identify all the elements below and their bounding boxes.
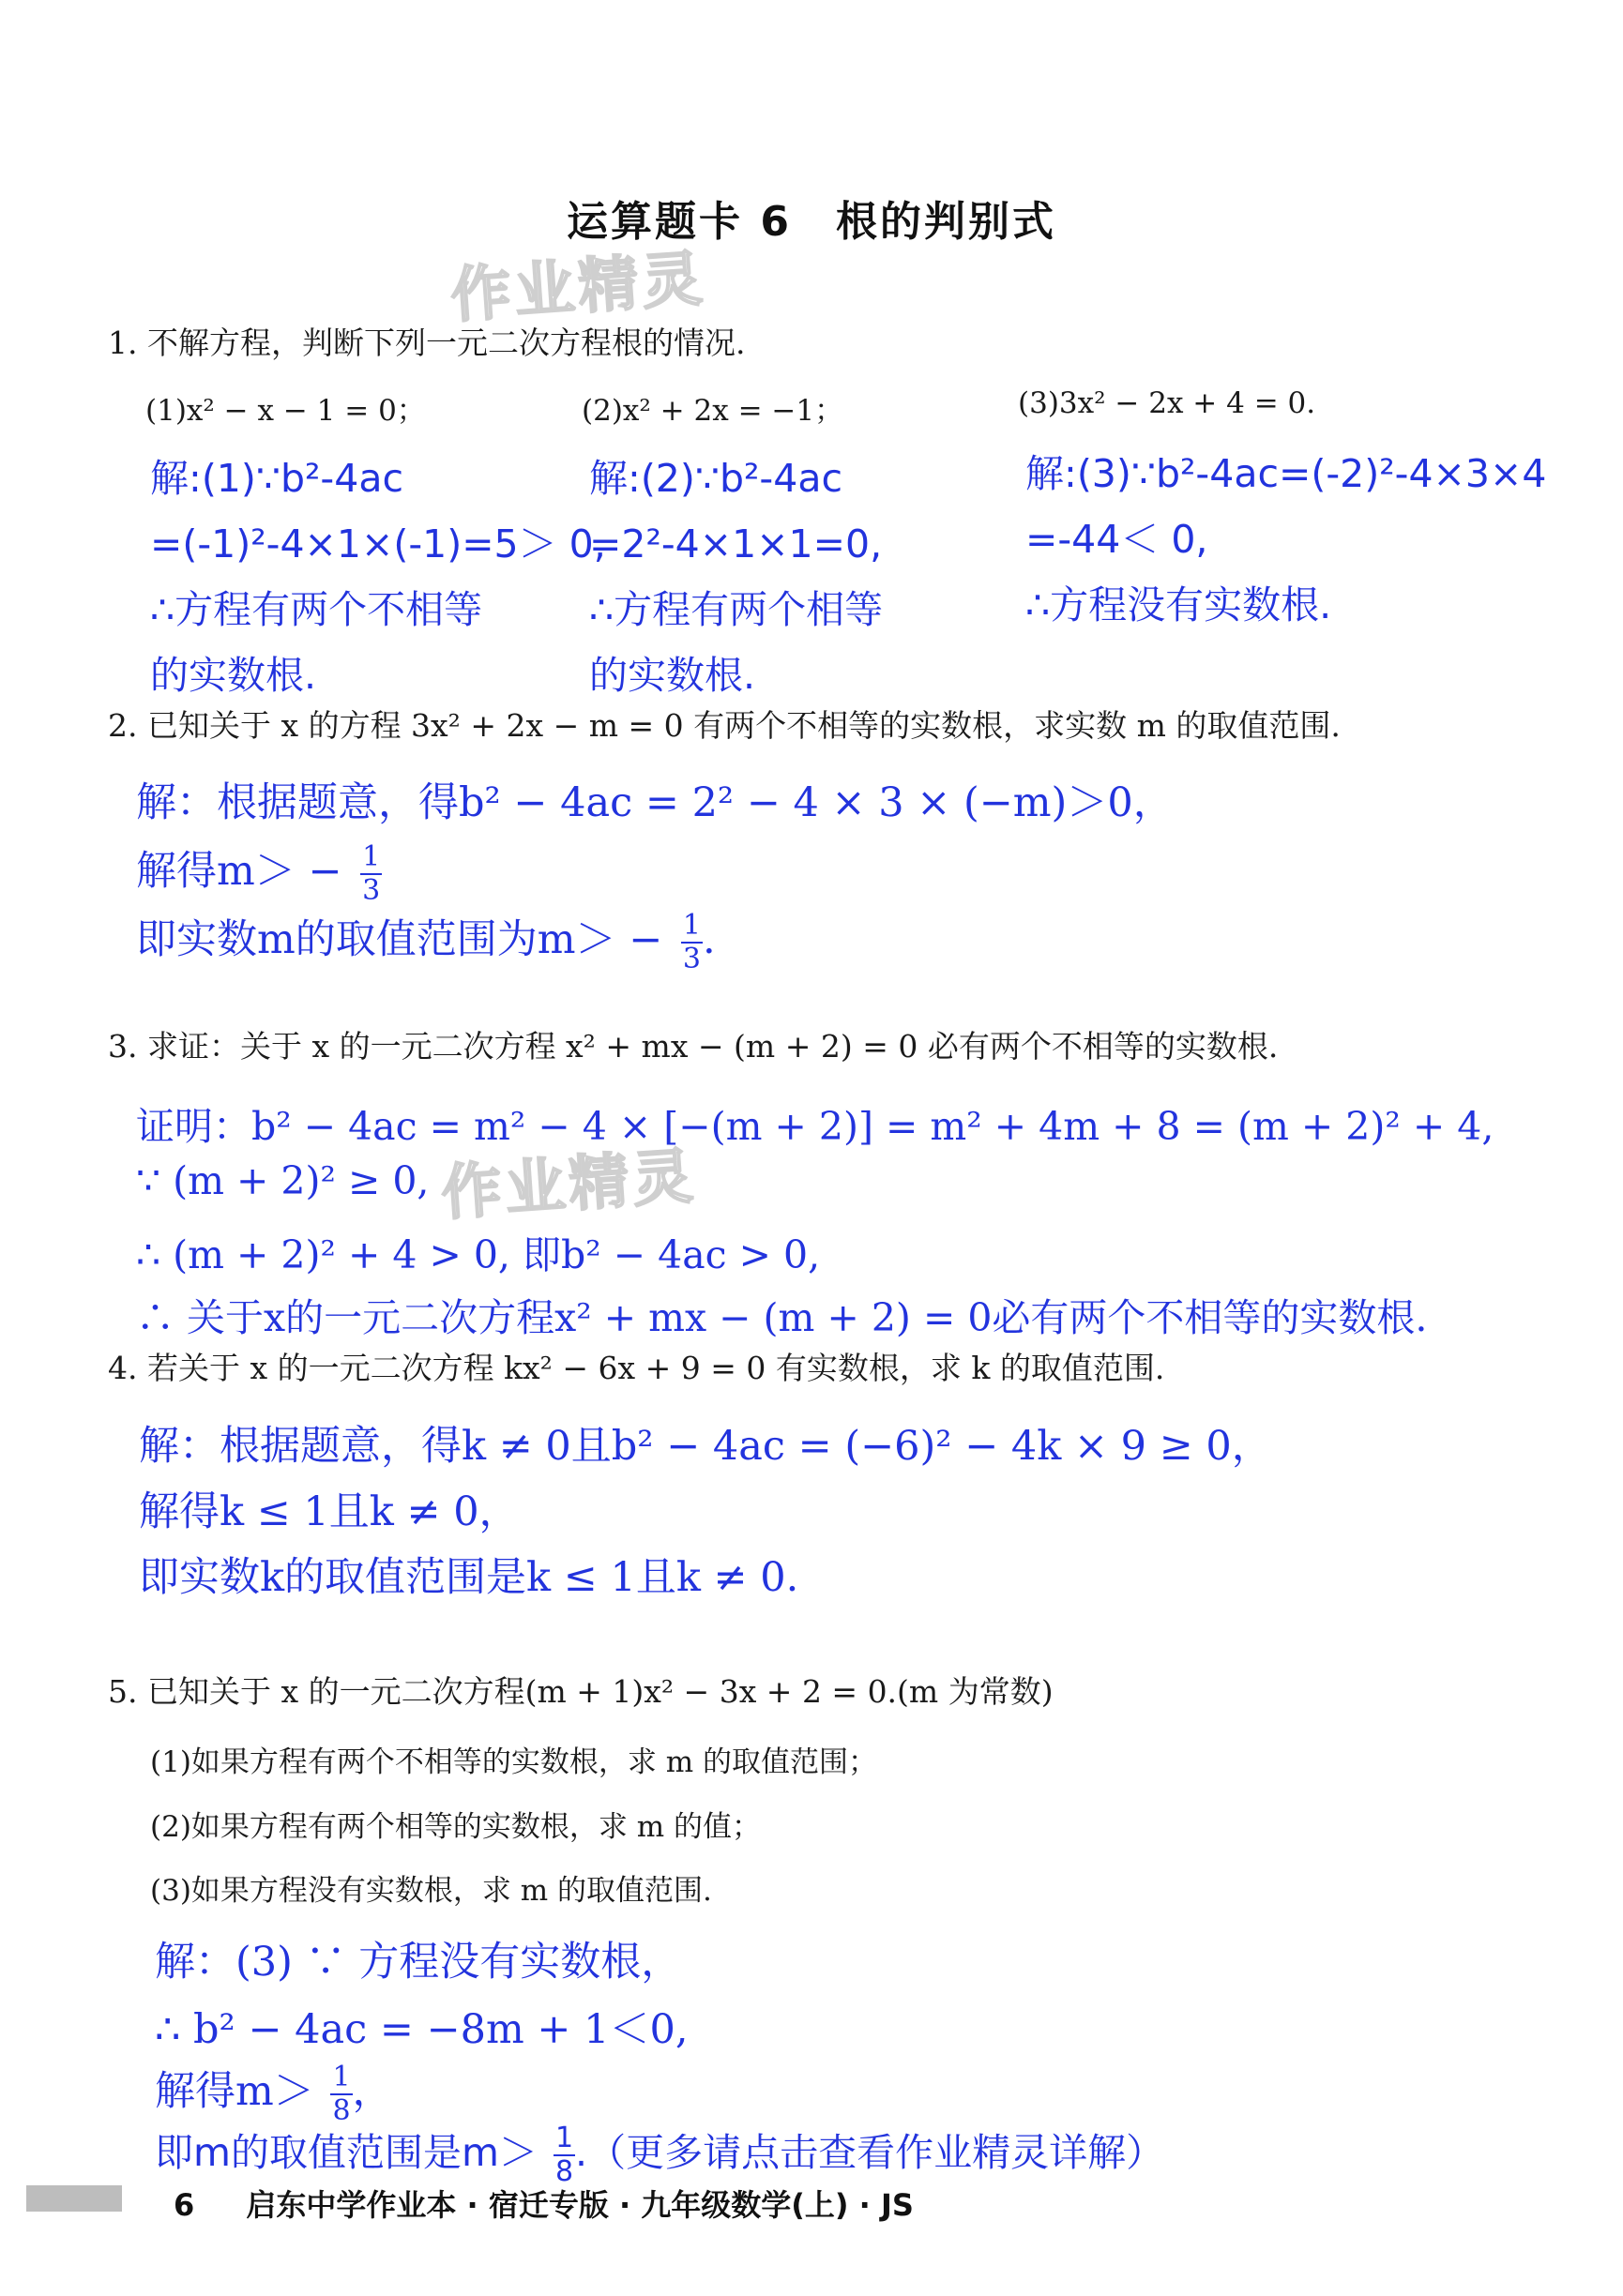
- question-3-stem: 3. 求证：关于 x 的一元二次方程 x² + mx − (m + 2) = 0 必有两个不相等的实数根.: [108, 1028, 1279, 1065]
- question-1-answer-1: [150, 446, 606, 708]
- question-2-answer-line-2: [136, 839, 382, 907]
- answer-line: 解:(2)∵b²-4ac: [589, 456, 842, 501]
- fraction-denominator: 3: [362, 874, 381, 907]
- question-3-answer-line-4: ∴ 关于x的一元二次方程x² + mx − (m + 2) = 0必有两个不相等的实数根.: [136, 1295, 1428, 1340]
- answer-line: 解:(3)∵b²-4ac=(-2)²-4×3×4: [1025, 451, 1547, 496]
- answer-line: =(-1)²-4×1×(-1)=5＞ 0,: [150, 521, 606, 566]
- answer-text: 即m的取值范围是m＞: [155, 2130, 538, 2175]
- fraction: [360, 841, 382, 907]
- page-number: 6: [174, 2187, 195, 2223]
- answer-line: ∴方程没有实数根.: [1025, 582, 1332, 627]
- question-5-answer-line-3: [155, 2060, 393, 2127]
- question-1-answer-3: [1025, 441, 1546, 638]
- question-5-sub-2: (2)如果方程有两个相等的实数根，求 m 的值；: [150, 1810, 762, 1844]
- footer-decoration-bar: [26, 2185, 122, 2212]
- question-2-answer-line-3: [136, 908, 716, 975]
- question-1-answer-2: [589, 446, 883, 708]
- answer-line: ∴方程有两个不相等: [150, 587, 483, 632]
- question-1-stem: 1. 不解方程，判断下列一元二次方程根的情况.: [108, 325, 746, 361]
- question-5-sub-3: (3)如果方程没有实数根，求 m 的取值范围.: [150, 1874, 712, 1908]
- watermark-top: 作业精灵: [448, 244, 708, 332]
- fraction-numerator: 1: [362, 840, 381, 873]
- question-5-stem: 5. 已知关于 x 的一元二次方程(m + 1)x² − 3x + 2 = 0.(m 为常数): [108, 1673, 1054, 1710]
- fraction: [330, 2062, 352, 2127]
- fraction-numerator: 1: [332, 2061, 351, 2093]
- question-2-stem: 2. 已知关于 x 的方程 3x² + 2x − m = 0 有两个不相等的实数根，求实数 m 的取值范围.: [108, 707, 1341, 744]
- fraction: [681, 910, 703, 975]
- answer-text: ，: [352, 2068, 393, 2115]
- watermark-middle: 作业精灵: [439, 1141, 699, 1230]
- question-5-answer-line-4: [155, 2122, 1164, 2188]
- answer-line: 的实数根.: [150, 653, 317, 698]
- page-footer: [174, 2182, 914, 2225]
- question-4-stem: 4. 若关于 x 的一元二次方程 kx² − 6x + 9 = 0 有实数根，求 k 的取值范围.: [108, 1350, 1165, 1386]
- question-4-answer-line-1: 解：根据题意，得k ≠ 0且b² − 4ac = (−6)² − 4k × 9 ≥ 0，: [139, 1423, 1272, 1470]
- answer-text: 解得m＞ −: [136, 848, 342, 895]
- question-4-answer-line-2: 解得k ≤ 1且k ≠ 0，: [139, 1488, 520, 1535]
- answer-text: .（更多请点击查看作业精灵详解）: [575, 2130, 1165, 2175]
- answer-text: 解得m＞: [155, 2068, 314, 2115]
- answer-line: =-44＜ 0,: [1025, 517, 1208, 562]
- question-3-answer-line-2: ∵ (m + 2)² ≥ 0,: [136, 1158, 430, 1203]
- question-1-part-1: (1)x² − x − 1 = 0；: [145, 394, 426, 428]
- question-5-sub-1: (1)如果方程有两个不相等的实数根，求 m 的取值范围；: [150, 1745, 878, 1779]
- answer-line: ∴方程有两个相等: [589, 587, 884, 632]
- answer-line: =2²-4×1×1=0,: [589, 521, 883, 566]
- question-3-answer-line-3: ∴ (m + 2)² + 4 > 0, 即b² − 4ac > 0,: [136, 1232, 821, 1277]
- answer-text: .: [703, 916, 716, 963]
- answer-line: 的实数根.: [589, 653, 756, 698]
- answer-text: 即实数m的取值范围为m＞ −: [136, 916, 663, 963]
- book-title: 启东中学作业本 · 宿迁专版 · 九年级数学(上) · JS: [246, 2187, 914, 2223]
- answer-line: 解:(1)∵b²-4ac: [150, 456, 403, 501]
- fraction-denominator: 3: [682, 943, 702, 975]
- fraction-numerator: 1: [554, 2122, 574, 2154]
- fraction-denominator: 8: [554, 2155, 574, 2188]
- question-1-part-2: (2)x² + 2x = −1；: [582, 394, 844, 428]
- fraction-numerator: 1: [682, 909, 702, 942]
- question-1-part-3: (3)3x² − 2x + 4 = 0.: [1018, 386, 1316, 420]
- question-4-answer-line-3: 即实数k的取值范围是k ≤ 1且k ≠ 0.: [139, 1554, 799, 1601]
- fraction: [554, 2122, 575, 2188]
- page-title: 运算题卡 6 根的判别式: [567, 198, 1056, 246]
- question-5-answer-line-2: ∴ b² − 4ac = −8m + 1＜0,: [155, 2006, 689, 2053]
- fraction-denominator: 8: [332, 2094, 351, 2127]
- question-5-answer-line-1: 解：(3) ∵ 方程没有实数根，: [155, 1939, 682, 1986]
- question-2-answer-line-1: 解：根据题意，得b² − 4ac = 2² − 4 × 3 × (−m)＞0，: [136, 779, 1174, 826]
- question-3-answer-line-1: 证明：b² − 4ac = m² − 4 × [−(m + 2)] = m² + 4m + 8 = (m + 2)² + 4,: [136, 1104, 1494, 1149]
